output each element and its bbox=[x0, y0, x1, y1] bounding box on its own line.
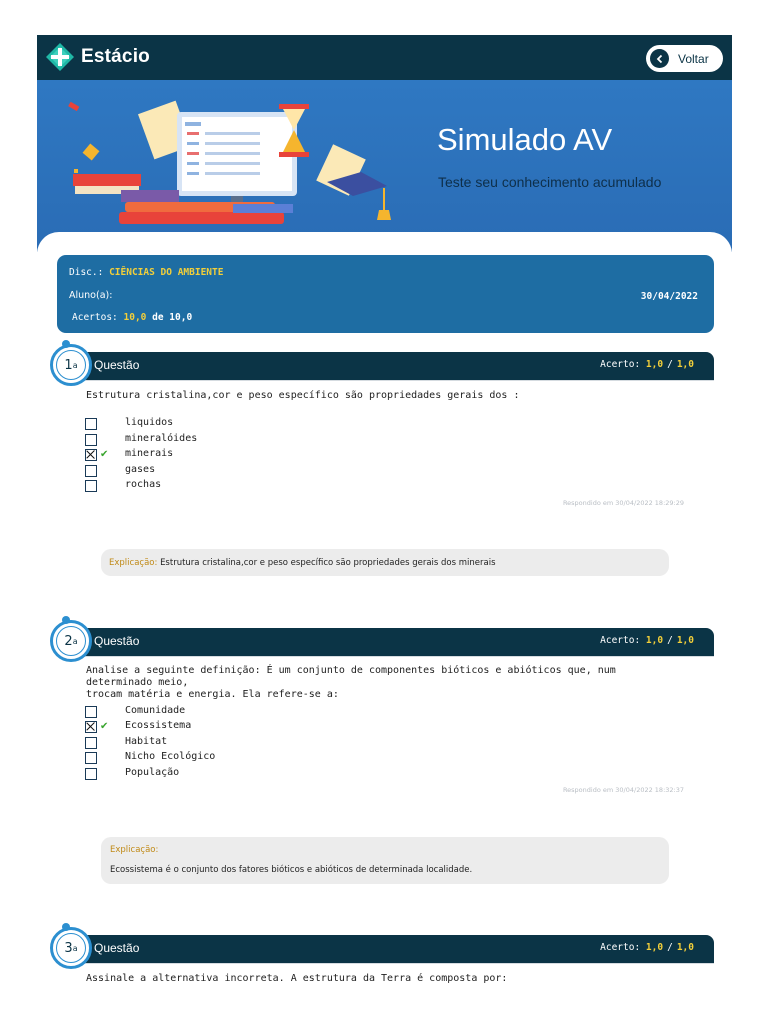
answer-option-label: Ecossistema bbox=[125, 720, 192, 731]
checkbox-checked-icon[interactable] bbox=[85, 449, 97, 461]
answer-option[interactable] bbox=[85, 417, 174, 431]
answer-option[interactable] bbox=[85, 479, 162, 493]
discipline-label: Disc.: bbox=[69, 267, 104, 278]
chevron-left-icon bbox=[650, 49, 669, 68]
exam-date: 30/04/2022 bbox=[640, 291, 698, 302]
question-text: Estrutura cristalina,cor e peso específico são propriedades gerais dos : bbox=[86, 390, 520, 401]
answer-option-label: Comunidade bbox=[125, 705, 186, 716]
hits-value: 10,0 bbox=[123, 312, 147, 323]
question-text: Analise a seguinte definição: É um conjunto de componentes bióticos e abióticos que, num determinado meio, trocam matéria e energia. Ela refere-se a: bbox=[86, 665, 616, 700]
badge-dot bbox=[62, 923, 70, 931]
answer-option-label: rochas bbox=[125, 479, 162, 490]
hero-banner bbox=[37, 80, 732, 252]
checkbox-icon[interactable] bbox=[85, 752, 97, 764]
discipline-row bbox=[69, 267, 223, 278]
page-title: Simulado AV bbox=[437, 122, 613, 157]
top-bar bbox=[37, 35, 732, 80]
question-header bbox=[80, 352, 714, 380]
student-label: Aluno(a): bbox=[69, 290, 113, 301]
answer-option[interactable] bbox=[85, 433, 198, 447]
back-button-label: Voltar bbox=[678, 51, 709, 66]
brand-logo[interactable] bbox=[45, 42, 150, 72]
answer-option-label: mineralóides bbox=[125, 433, 198, 444]
question-number-badge: 2 a bbox=[50, 620, 92, 662]
answer-option-label: liquidos bbox=[125, 417, 174, 428]
checkbox-checked-icon[interactable] bbox=[85, 721, 97, 733]
check-icon: ✔ bbox=[100, 449, 109, 460]
explanation-box bbox=[101, 837, 669, 884]
checkbox-icon[interactable] bbox=[85, 434, 97, 446]
question-number-badge: 3 a bbox=[50, 927, 92, 969]
answer-option-label: Habitat bbox=[125, 736, 168, 747]
checkbox-icon[interactable] bbox=[85, 706, 97, 718]
explanation-text: Estrutura cristalina,cor e peso específico são propriedades gerais dos minerais bbox=[160, 558, 496, 568]
explanation-text: Ecossistema é o conjunto dos fatores bióticos e abióticos de determinada localidade. bbox=[110, 865, 473, 875]
discipline-value: CIÊNCIAS DO AMBIENTE bbox=[109, 267, 224, 278]
question-divider bbox=[80, 963, 714, 964]
answer-option[interactable] bbox=[85, 705, 186, 719]
checkbox-icon[interactable] bbox=[85, 465, 97, 477]
answer-option-label: minerais bbox=[125, 448, 174, 459]
study-illustration bbox=[65, 90, 415, 240]
check-icon: ✔ bbox=[100, 721, 109, 732]
question-divider bbox=[80, 380, 714, 381]
hits-label: Acertos: bbox=[72, 312, 118, 323]
back-button[interactable] bbox=[646, 45, 723, 72]
checkbox-icon[interactable] bbox=[85, 737, 97, 749]
answer-option[interactable] bbox=[85, 736, 168, 750]
question-label: Questão bbox=[94, 358, 140, 372]
explanation-box bbox=[101, 549, 669, 576]
question-score: Acerto: 1,0 / 1,0 bbox=[600, 635, 694, 646]
question-header bbox=[80, 935, 714, 963]
answer-option-selected[interactable] bbox=[85, 448, 174, 462]
hits-total: de 10,0 bbox=[152, 312, 193, 323]
checkbox-icon[interactable] bbox=[85, 768, 97, 780]
question-score: Acerto: 1,0 / 1,0 bbox=[600, 942, 694, 953]
estacio-logo-icon bbox=[45, 42, 75, 72]
hits-row bbox=[72, 312, 192, 323]
answered-timestamp: Respondido em 30/04/2022 18:32:37 bbox=[562, 786, 684, 794]
brand-name: Estácio bbox=[81, 46, 150, 67]
badge-dot bbox=[62, 340, 70, 348]
checkbox-icon[interactable] bbox=[85, 480, 97, 492]
page-subtitle: Teste seu conhecimento acumulado bbox=[438, 174, 662, 190]
question-text: Assinale a alternativa incorreta. A estrutura da Terra é composta por: bbox=[86, 973, 508, 984]
question-number-badge: 1 a bbox=[50, 344, 92, 386]
answer-option-label: gases bbox=[125, 464, 156, 475]
answer-option[interactable] bbox=[85, 464, 156, 478]
explanation-label: Explicação: bbox=[110, 845, 159, 855]
banner-curve bbox=[37, 232, 732, 252]
answer-option-label: População bbox=[125, 767, 180, 778]
answer-option-selected[interactable] bbox=[85, 720, 192, 734]
question-label: Questão bbox=[94, 634, 140, 648]
question-label: Questão bbox=[94, 941, 140, 955]
answer-option-label: Nicho Ecológico bbox=[125, 751, 216, 762]
exam-info-card bbox=[57, 255, 714, 333]
question-divider bbox=[80, 656, 714, 657]
explanation-label: Explicação: bbox=[109, 558, 158, 568]
answer-option[interactable] bbox=[85, 767, 180, 781]
checkbox-icon[interactable] bbox=[85, 418, 97, 430]
question-header bbox=[80, 628, 714, 656]
answer-option[interactable] bbox=[85, 751, 216, 765]
question-score: Acerto: 1,0 / 1,0 bbox=[600, 359, 694, 370]
answered-timestamp: Respondido em 30/04/2022 18:29:29 bbox=[562, 499, 684, 507]
badge-dot bbox=[62, 616, 70, 624]
